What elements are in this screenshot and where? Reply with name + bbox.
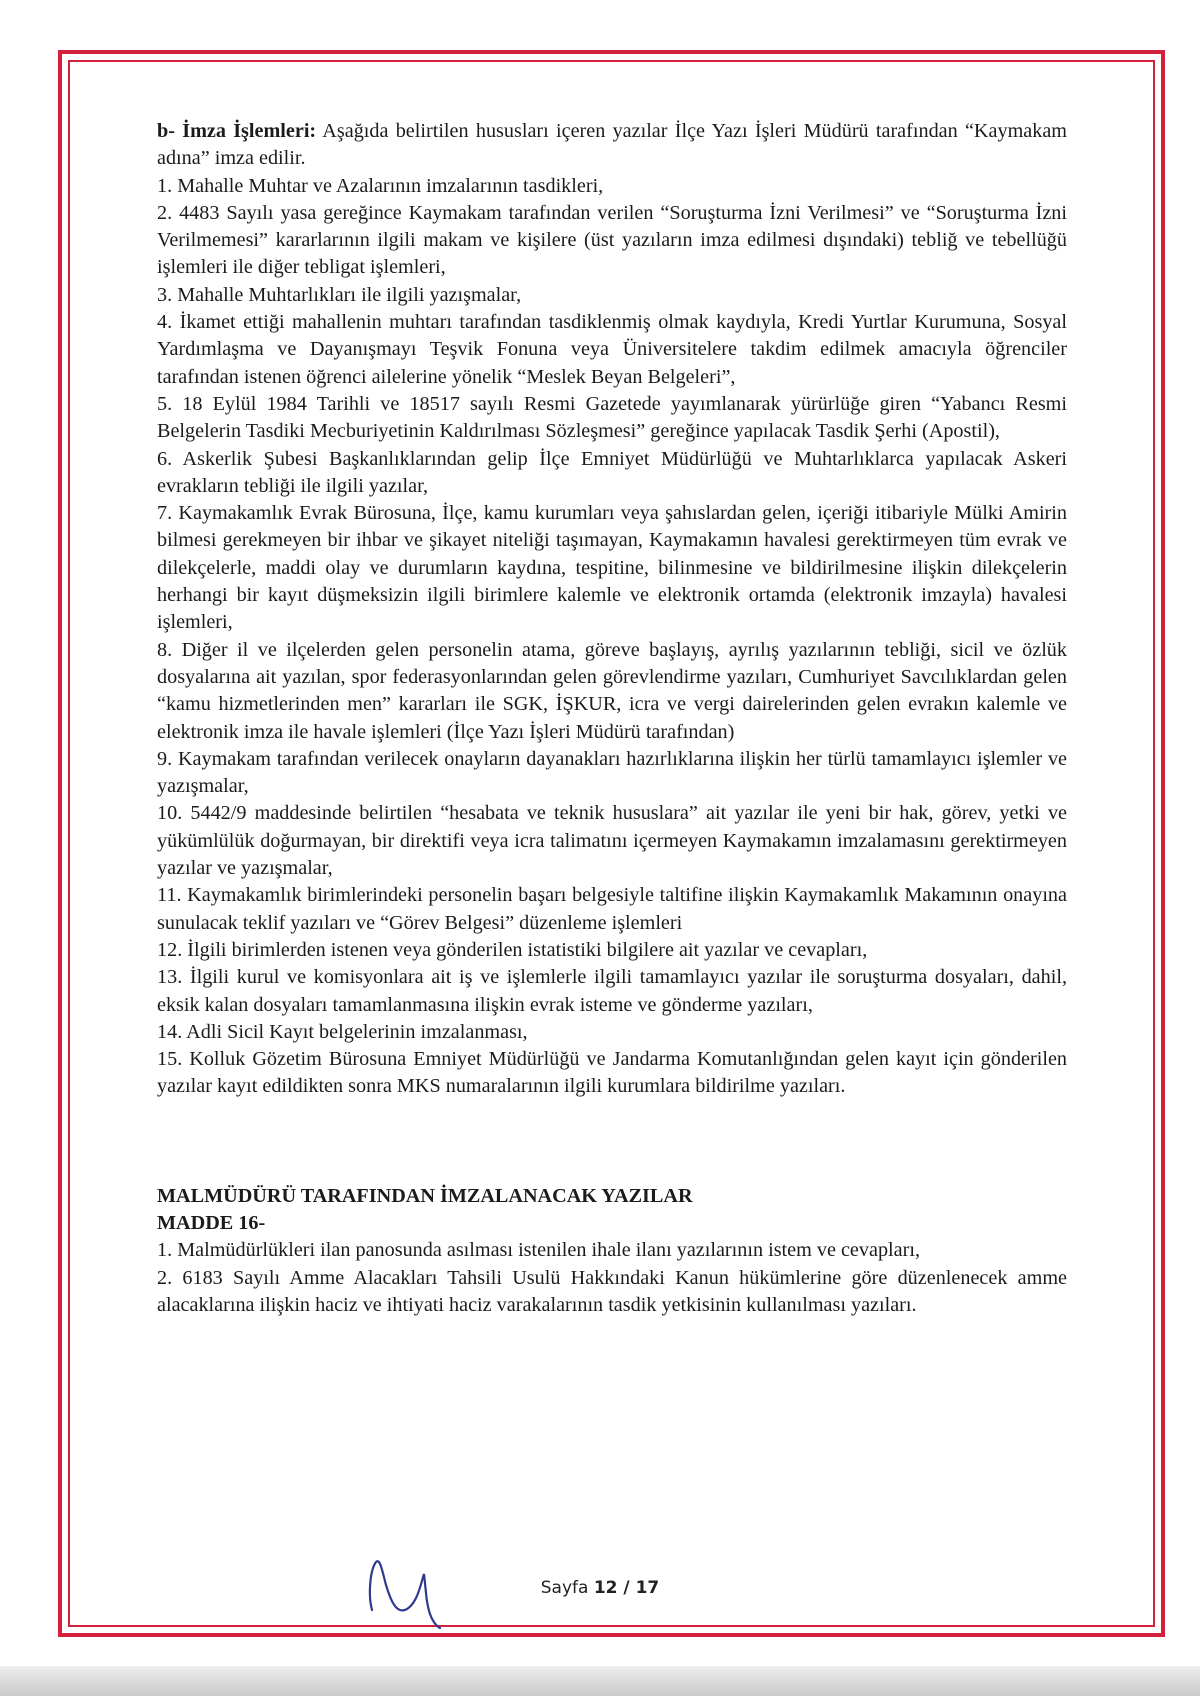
page-number	[594, 1578, 659, 1598]
list-item: 4. İkamet ettiği mahallenin muhtarı tarafından tasdiklenmiş olmak kaydıyla, Kredi Yurtlar Kurumuna, Sosyal Yardımlaşma ve Dayanışmayı Teşvik Fonuna veya Üniversitelere takdim edilmek amacıyla öğrenciler tarafından istenen öğrenci ailelerine yönelik “Meslek Beyan Belgeleri”,	[157, 311, 1067, 388]
page-label: Sayfa	[540, 1578, 589, 1598]
list-item: 14. Adli Sicil Kayıt belgelerinin imzalanması,	[157, 1020, 528, 1043]
section-b-list	[157, 173, 1067, 1101]
list-item: 7. Kaymakamlık Evrak Bürosuna, İlçe, kamu kurumları veya şahıslardan gelen, içeriği itibariyle Mülki Amirin bilmesi gerekmeyen bir ihbar ve şikayet niteliği taşımayan, Kaymakamın havalesi gerektirmeyen tüm evrak ve dilekçelerle, maddi olay ve durumların kaydına, tespitine, bilinmesine ve bildirilmesine ilişkin dilekçelerin herhangi bir kayıt düşmeksizin ilgili birimlere kalemle ve elektronik ortamda (elektronik imzayla) havalesi işlemleri,	[157, 502, 1067, 634]
list-item: 10. 5442/9 maddesinde belirtilen “hesabata ve teknik hususlara” ait yazılar ile yeni bir hak, görev, yetki ve yükümlülük doğurmayan, bir direktifi veya icra talimatını içermeyen Kaymakamın imzalamasını gerektirmeyen yazılar ve yazışmalar,	[157, 802, 1067, 880]
page-total: 17	[635, 1578, 660, 1598]
list-item: 9. Kaymakam tarafından verilecek onayların dayanakları hazırlıklarına ilişkin her türlü tamamlayıcı işlemler ve yazışmalar,	[157, 747, 1067, 798]
list-item: 2. 4483 Sayılı yasa gereğince Kaymakam tarafından verilen “Soruşturma İzni Verilmesi” ve “Soruşturma İzni Verilmemesi” kararlarının ilgili makam ve kişilere (üst yazıların imza edilmesi dışındaki) tebliğ ve tebellüğü işlemleri ile diğer tebligat işlemleri,	[157, 201, 1067, 279]
list-item: 11. Kaymakamlık birimlerindeki personelin başarı belgesiyle taltifine ilişkin Kaymakamlık Makamının onayına sunulacak teklif yazıları ve “Görev Belgesi” düzenleme işlemleri	[157, 884, 1067, 934]
list-item: 6. Askerlik Şubesi Başkanlıklarından gelip İlçe Emniyet Müdürlüğü ve Muhtarlıklarca yapılacak Askeri evrakların tebliği ile ilgili yazılar,	[157, 447, 1067, 497]
section-spacer	[157, 1101, 1067, 1183]
list-item: 5. 18 Eylül 1984 Tarihli ve 18517 sayılı Resmi Gazetede yayımlanarak yürürlüğe giren “Yabancı Resmi Belgelerin Tasdiki Mecburiyetinin Kaldırılması Sözleşmesi” gereğince yapılacak Tasdik Şerhi (Apostil),	[157, 392, 1067, 443]
page-footer	[500, 1578, 700, 1598]
list-item: 1. Malmüdürlükleri ilan panosunda asılması istenilen ihale ilanı yazılarının istem ve cevapları,	[157, 1239, 920, 1262]
list-item: 12. İlgili birimlerden istenen veya gönderilen istatistiki bilgilere ait yazılar ve cevapları,	[157, 938, 868, 961]
page-current: 12	[593, 1578, 618, 1598]
section-b-title: b- İmza İşlemleri:	[157, 120, 317, 142]
section-b-intro	[157, 118, 1067, 173]
list-item: 15. Kolluk Gözetim Bürosuna Emniyet Müdürlüğü ve Jandarma Komutanlığından gelen kayıt için gönderilen yazılar kayıt edildikten sonra MKS numaralarının ilgili kurumlara bildirilme yazıları.	[157, 1048, 1067, 1098]
section-heading: MALMÜDÜRÜ TARAFINDAN İMZALANACAK YAZILAR	[157, 1184, 693, 1207]
malmudur-list	[157, 1237, 1067, 1319]
signature-mark	[360, 1540, 480, 1630]
list-item: 13. İlgili kurul ve komisyonlara ait iş ve işlemlerle ilgili tamamlayıcı yazılar ile soruşturma dosyaları, dahil, eksik kalan dosyaları tamamlanmasına ilişkin evrak isteme ve gönderme yazıları,	[157, 966, 1067, 1016]
list-item: 3. Mahalle Muhtarlıkları ile ilgili yazışmalar,	[157, 283, 522, 306]
article-number: MADDE 16-	[157, 1211, 266, 1234]
list-item: 1. Mahalle Muhtar ve Azalarının imzalarının tasdikleri,	[157, 174, 604, 197]
list-item: 2. 6183 Sayılı Amme Alacakları Tahsili Usulü Hakkındaki Kanun hükümlerine göre düzenlenecek amme alacaklarına ilişkin haciz ve ihtiyati haciz varakalarının tasdik yetkisinin kullanılması yazıları.	[157, 1266, 1067, 1316]
scan-edge-shadow	[0, 1666, 1200, 1696]
section-b-intro-text: Aşağıda belirtilen hususları içeren yazılar İlçe Yazı İşleri Müdürü tarafından “Kaymakam adına” imza edilir.	[157, 120, 1067, 170]
page-separator: /	[617, 1578, 636, 1598]
document-body	[157, 118, 1067, 1319]
list-item: 8. Diğer il ve ilçelerden gelen personelin atama, göreve başlayış, ayrılış yazılarının tebliği, sicil ve özlük dosyalarına ait yazılan, spor federasyonlarından gelen görevlendirme yazıları, Cumhuriyet Savcılıklardan gelen “kamu hizmetlerinden men” kararları ile SGK, İŞKUR, icra ve vergi dairelerinden gelen evrakın kalemle ve elektronik imza ile havale işlemleri (İlçe Yazı İşleri Müdürü tarafından)	[157, 638, 1067, 743]
